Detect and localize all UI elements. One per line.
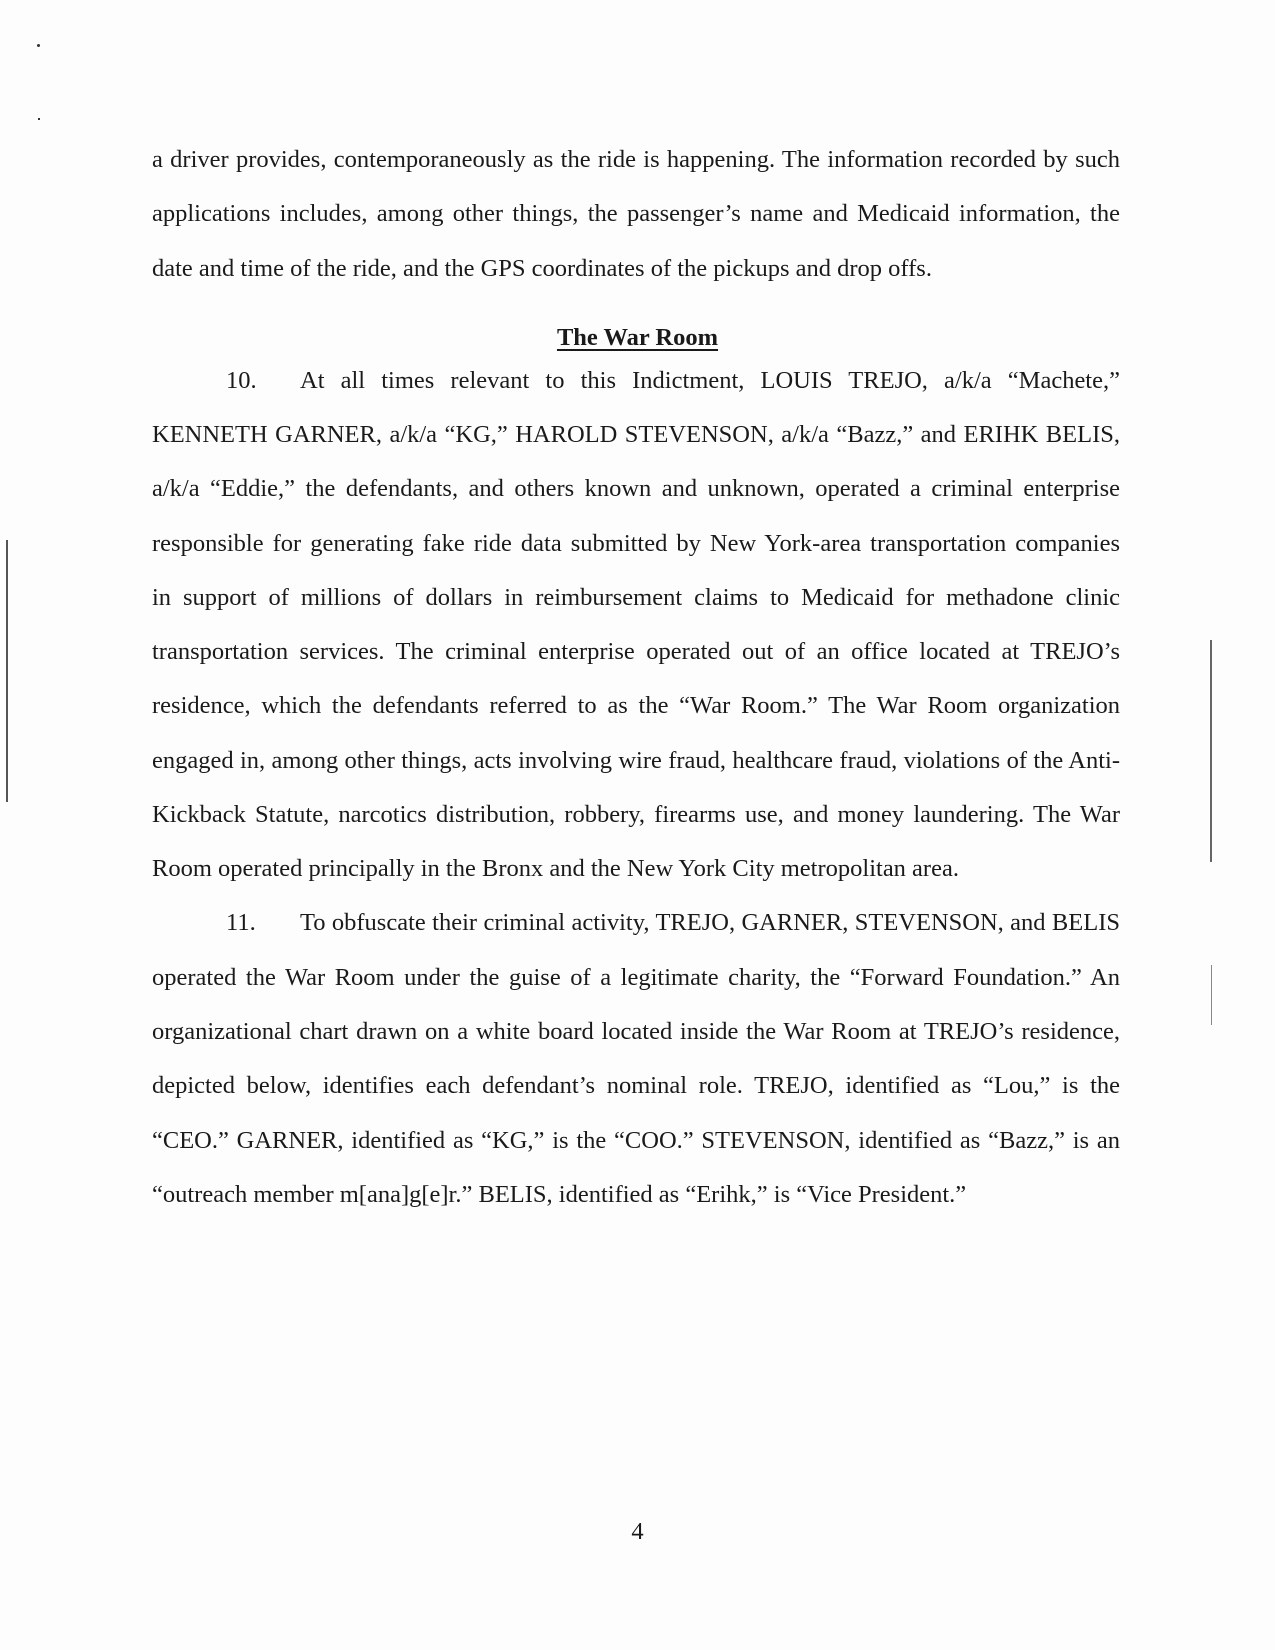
para10-line-2: a/k/a “Eddie,” the defendants, and others known and unknown, operated a criminal enterprise bbox=[152, 475, 1120, 502]
scan-mark-top-small bbox=[38, 118, 40, 120]
para10-line-5: transportation services. The criminal enterprise operated out of an office located at TREJO’s bbox=[152, 638, 1120, 665]
para10-line-6: residence, which the defendants referred to as the “War Room.” The War Room organization bbox=[152, 692, 1120, 719]
para10-line-4: in support of millions of dollars in reimbursement claims to Medicaid for methadone clinic bbox=[152, 584, 1120, 611]
para10-line-8: Kickback Statute, narcotics distribution, robbery, firearms use, and money laundering. The War bbox=[152, 801, 1120, 828]
para11-line-1: operated the War Room under the guise of a legitimate charity, the “Forward Foundation.” An bbox=[152, 964, 1120, 991]
scan-mark-top bbox=[37, 44, 40, 47]
scan-mark-left-edge bbox=[6, 540, 8, 802]
para10-line-7: engaged in, among other things, acts involving wire fraud, healthcare fraud, violations of the Anti- bbox=[152, 747, 1120, 774]
para10-number: 10. bbox=[226, 367, 257, 394]
para10-first-line bbox=[152, 366, 1120, 396]
intro-line-1: a driver provides, contemporaneously as the ride is happening. The information recorded by such bbox=[152, 146, 1120, 173]
para10-line-3: responsible for generating fake ride data submitted by New York-area transportation companies bbox=[152, 530, 1120, 557]
para10-line-1: KENNETH GARNER, a/k/a “KG,” HAROLD STEVENSON, a/k/a “Bazz,” and ERIHK BELIS, bbox=[152, 421, 1120, 448]
para10-line-0: At all times relevant to this Indictment, LOUIS TREJO, a/k/a “Machete,” bbox=[300, 367, 1120, 394]
para11-line-5: “outreach member m[ana]g[e]r.” BELIS, identified as “Erihk,” is “Vice President.” bbox=[152, 1181, 967, 1208]
para11-line-4: “CEO.” GARNER, identified as “KG,” is the “COO.” STEVENSON, identified as “Bazz,” is an bbox=[152, 1127, 1120, 1154]
intro-line-3: date and time of the ride, and the GPS coordinates of the pickups and drop offs. bbox=[152, 255, 932, 282]
para11-line-3: depicted below, identifies each defendant’s nominal role. TREJO, identified as “Lou,” is the bbox=[152, 1072, 1120, 1099]
para11-number: 11. bbox=[226, 909, 256, 936]
para11-first-line bbox=[152, 908, 1120, 938]
page-number: 4 bbox=[631, 1518, 644, 1545]
intro-line-2: applications includes, among other things, the passenger’s name and Medicaid information, the bbox=[152, 200, 1120, 227]
para11-line-0: To obfuscate their criminal activity, TREJO, GARNER, STEVENSON, and BELIS bbox=[300, 909, 1120, 936]
para11-line-2: organizational chart drawn on a white board located inside the War Room at TREJO’s residence, bbox=[152, 1018, 1120, 1045]
scan-mark-right-edge-lower bbox=[1211, 965, 1212, 1025]
scan-mark-right-edge bbox=[1210, 640, 1212, 862]
para10-line-9: Room operated principally in the Bronx and the New York City metropolitan area. bbox=[152, 855, 959, 882]
section-heading: The War Room bbox=[556, 324, 719, 351]
